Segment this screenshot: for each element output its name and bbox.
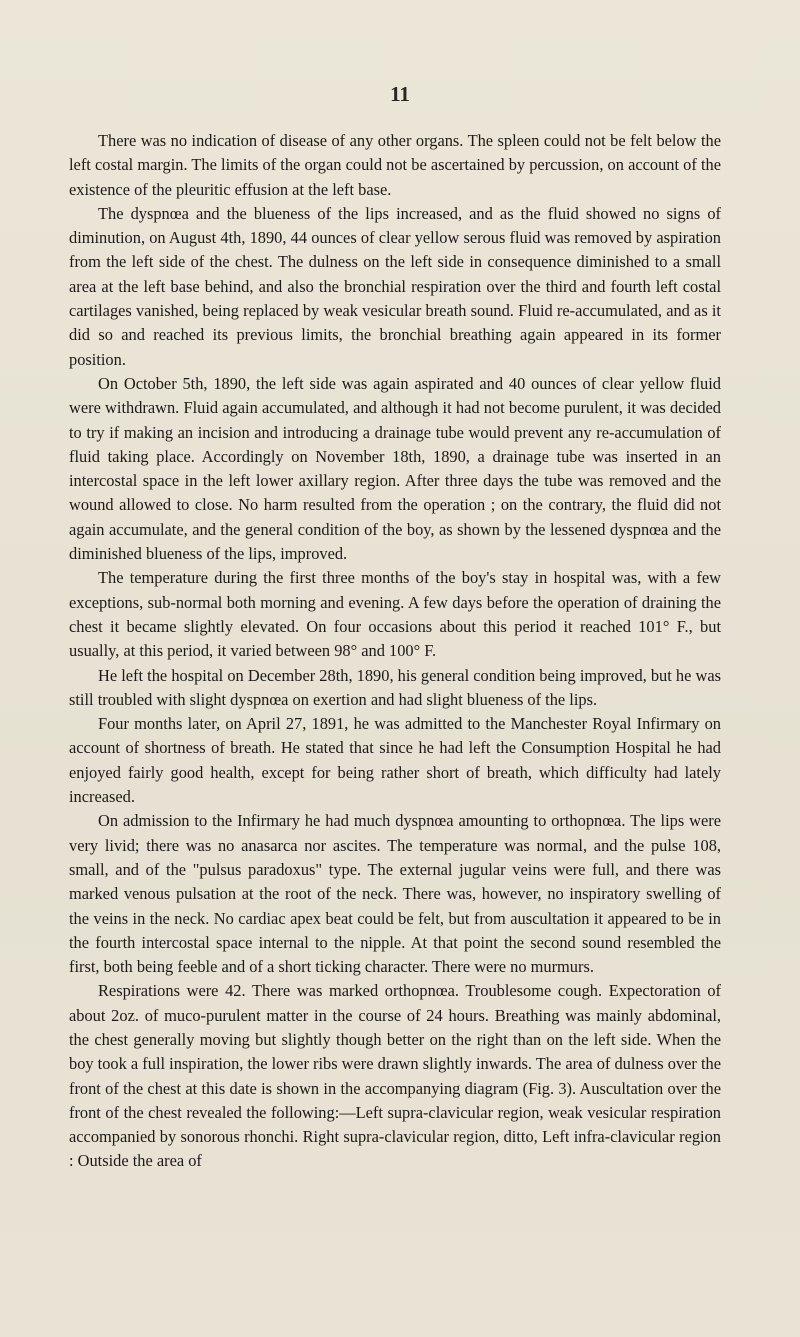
paragraph: Four months later, on April 27, 1891, he was admitted to the Manchester Royal Infirmary on account of shortness of breath. He stated that since he had left the Consumption Hospital he had enjoyed fairly good health, except for being rather short of breath, which difficulty had lately increased. [69, 714, 721, 807]
page-number: 11 [390, 82, 410, 106]
paragraph: On admission to the Infirmary he had much dyspnœa amounting to orthopnœa. The lips were very livid; there was no anasarca nor ascites. The temperature was normal, and the pulse 108, small, and of the "pulsus paradoxus" type. The external jugular veins were full, and there was marked venous pulsation at the root of the neck. There was, however, no inspiratory swelling of the veins in the neck. No cardiac apex beat could be felt, but from auscultation it appeared to be in the fourth intercostal space internal to the nipple. At that point the second sound resembled the first, both being feeble and of a short ticking character. There were no murmurs. [69, 811, 721, 977]
paragraph: Respirations were 42. There was marked orthopnœa. Troublesome cough. Expectoration of about 2oz. of muco-purulent matter in the course of 24 hours. Breathing was mainly abdominal, the chest generally moving but slightly though better on the right than on the left side. When the boy took a full inspiration, the lower ribs were drawn slightly inwards. The area of dulness over the front of the chest at this date is shown in the accompanying diagram (Fig. 3). Auscultation over the front of the chest revealed the following:—Left supra-clavicular region, weak vesicular respiration accompanied by sonorous rhonchi. Right supra-clavicular region, ditto, Left infra-clavicular region : Outside the area of [69, 981, 721, 1171]
paragraph: The dyspnœa and the blueness of the lips increased, and as the fluid showed no signs of diminution, on August 4th, 1890, 44 ounces of clear yellow serous fluid was removed by aspiration from the left side of the chest. The dulness on the left side in consequence diminished to a small area at the left base behind, and also the bronchial respiration over the third and fourth left costal cartilages vanished, being replaced by weak vesicular breath sound. Fluid re-accumulated, and as it did so and reached its previous limits, the bronchial breathing again appeared in its former position. [69, 203, 721, 369]
paragraph: There was no indication of disease of any other organs. The spleen could not be felt below the left costal margin. The limits of the organ could not be ascertained by percussion, on account of the existence of the pleuritic effusion at the left base. [69, 131, 721, 199]
body-text [69, 129, 721, 1174]
paragraph: The temperature during the first three months of the boy's stay in hospital was, with a few exceptions, sub-normal both morning and evening. A few days before the operation of draining the chest it became slightly elevated. On four occasions about this period it reached 101° F., but usually, at this period, it varied between 98° and 100° F. [69, 568, 721, 661]
paragraph: He left the hospital on December 28th, 1890, his general condition being improved, but he was still troubled with slight dyspnœa on exertion and had slight blueness of the lips. [69, 665, 721, 709]
paragraph: On October 5th, 1890, the left side was again aspirated and 40 ounces of clear yellow fluid were withdrawn. Fluid again accumulated, and although it had not become purulent, it was decided to try if making an incision and introducing a drainage tube would prevent any re-accumulation of fluid taking place. Accordingly on November 18th, 1890, a drainage tube was inserted in an intercostal space in the left lower axillary region. After three days the tube was removed and the wound allowed to close. No harm resulted from the operation ; on the contrary, the fluid did not again accumulate, and the general condition of the boy, as shown by the lessened dyspnœa and the diminished blueness of the lips, improved. [69, 373, 721, 564]
